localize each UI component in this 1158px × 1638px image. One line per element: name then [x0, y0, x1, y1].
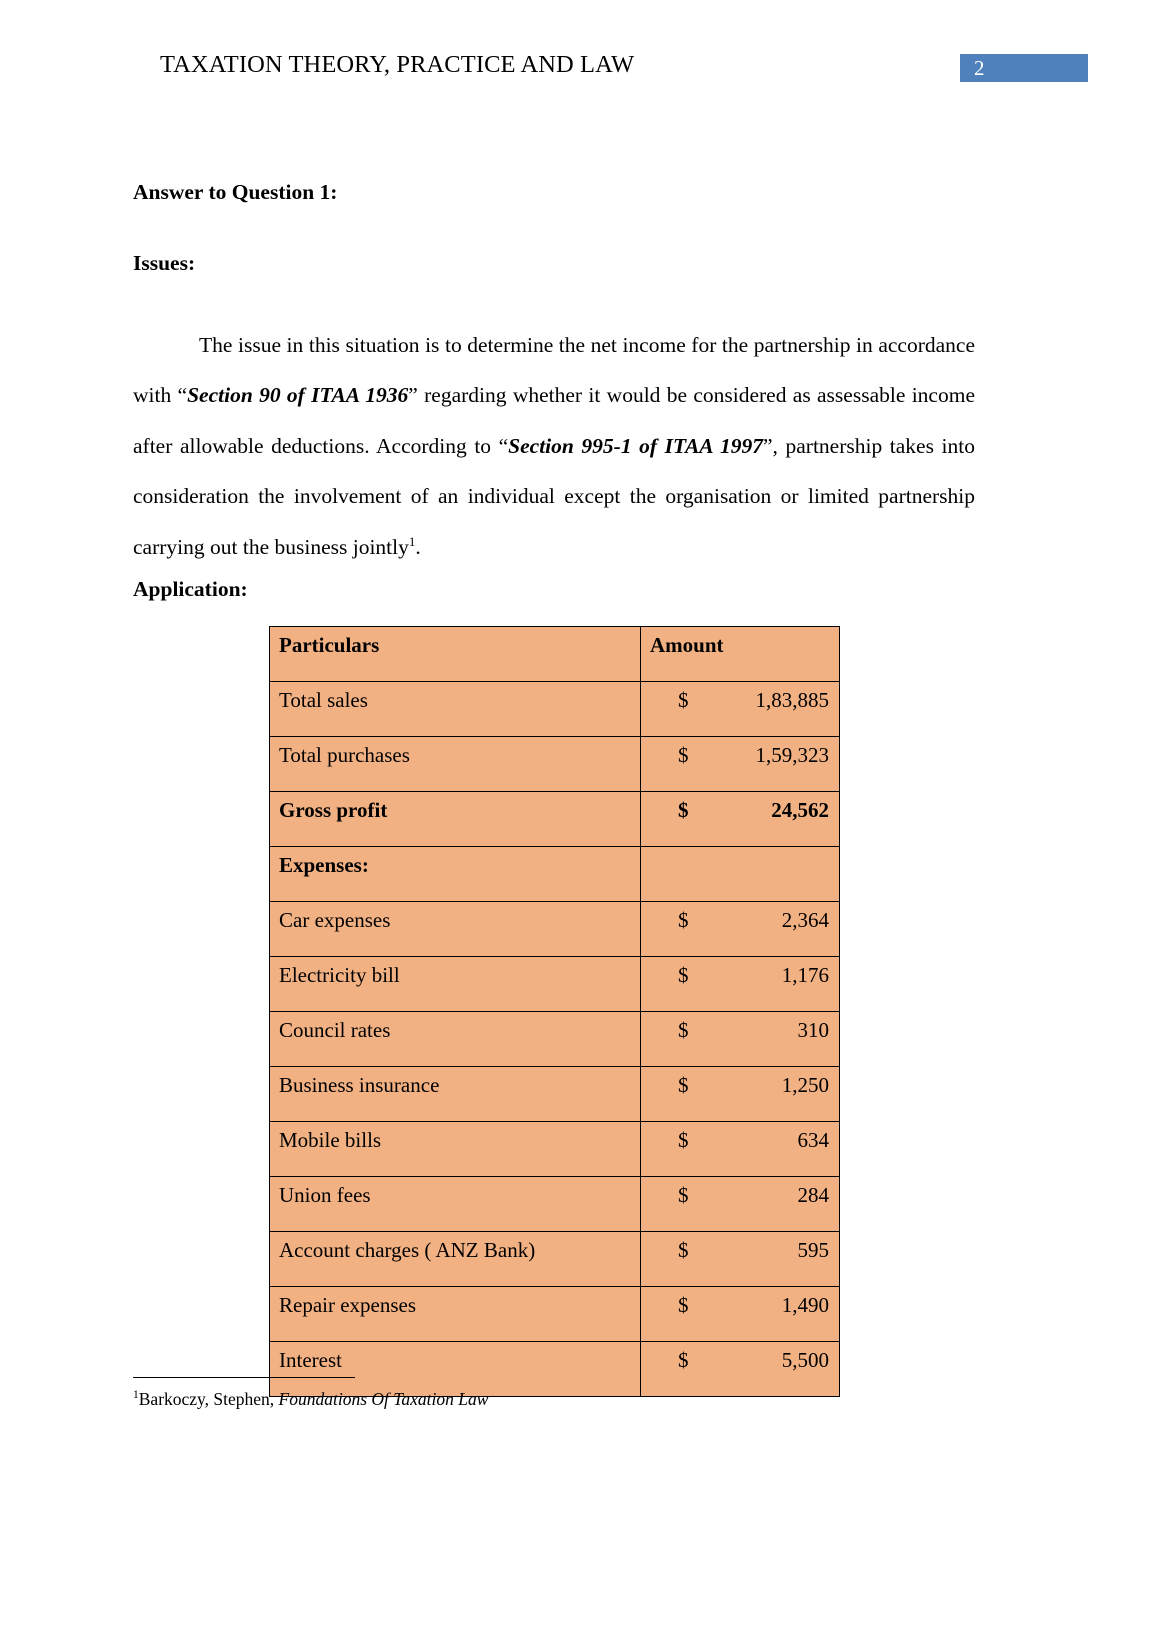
- column-header-amount: Amount: [641, 627, 840, 682]
- amount-value: 1,490: [781, 1293, 829, 1317]
- cell-particulars: Interest: [270, 1342, 641, 1397]
- amount-value: 1,176: [781, 963, 829, 987]
- table-header-row: [270, 627, 840, 682]
- amount-value: 5,500: [781, 1348, 829, 1372]
- page-header: [133, 48, 1088, 82]
- amount-wrapper: [650, 1018, 830, 1043]
- amount-value: 284: [797, 1183, 829, 1207]
- heading-issues: Issues:: [133, 251, 196, 275]
- cell-amount: [641, 1122, 840, 1177]
- amount-value: 1,59,323: [755, 743, 829, 767]
- footnote-title: Foundations Of Taxation Law: [278, 1389, 489, 1409]
- currency-symbol: $: [678, 1073, 689, 1097]
- cell-amount: [641, 847, 840, 902]
- table-row: [270, 1287, 840, 1342]
- amount-wrapper: [650, 1348, 830, 1373]
- issues-paragraph: [133, 320, 975, 573]
- financial-table: [269, 626, 840, 1397]
- cell-amount: [641, 1287, 840, 1342]
- amount-wrapper: [650, 908, 830, 933]
- cell-particulars: Total sales: [270, 682, 641, 737]
- table-row: [270, 682, 840, 737]
- amount-wrapper: [650, 1238, 830, 1263]
- cell-particulars: Electricity bill: [270, 957, 641, 1012]
- citation-section-995-1: Section 995-1 of ITAA 1997: [508, 433, 764, 458]
- paragraph-text-3: ”, partnership takes into consideration the involvement of an individual except the organisation or limited partnership carrying out the business jointly: [133, 433, 975, 559]
- table-row: [270, 847, 840, 902]
- heading-application: Application:: [133, 577, 248, 601]
- footnote: [133, 1387, 975, 1411]
- cell-particulars: Repair expenses: [270, 1287, 641, 1342]
- column-header-particulars: Particulars: [270, 627, 641, 682]
- table-row: [270, 1122, 840, 1177]
- cell-amount: [641, 737, 840, 792]
- cell-particulars: Council rates: [270, 1012, 641, 1067]
- currency-symbol: $: [678, 1238, 689, 1262]
- table-row: [270, 792, 840, 847]
- amount-value: 24,562: [771, 798, 829, 822]
- cell-particulars: Mobile bills: [270, 1122, 641, 1177]
- financial-table-body: [270, 627, 840, 1397]
- cell-amount: [641, 902, 840, 957]
- cell-amount: [641, 682, 840, 737]
- paragraph-text-2: ” regarding whether it would be considered as assessable income after allowable deductions. According to “: [133, 383, 975, 458]
- currency-symbol: $: [678, 908, 689, 932]
- currency-symbol: $: [678, 688, 689, 712]
- currency-symbol: $: [678, 1018, 689, 1042]
- heading-answer-to-question: Answer to Question 1:: [133, 180, 338, 204]
- amount-wrapper: [650, 1183, 830, 1208]
- header-title: TAXATION THEORY, PRACTICE AND LAW: [160, 51, 635, 78]
- cell-particulars: Total purchases: [270, 737, 641, 792]
- cell-particulars: Account charges ( ANZ Bank): [270, 1232, 641, 1287]
- amount-wrapper: [650, 688, 830, 713]
- currency-symbol: $: [678, 963, 689, 987]
- amount-wrapper: [650, 798, 830, 823]
- amount-value: 2,364: [781, 908, 829, 932]
- table-row: [270, 1177, 840, 1232]
- table-row: [270, 902, 840, 957]
- citation-section-90: Section 90 of ITAA 1936: [187, 383, 409, 407]
- table-row: [270, 1012, 840, 1067]
- currency-symbol: $: [678, 1348, 689, 1372]
- cell-amount: [641, 1177, 840, 1232]
- footnote-reference-marker: 1: [408, 533, 416, 549]
- cell-amount: [641, 792, 840, 847]
- cell-amount: [641, 957, 840, 1012]
- amount-wrapper: [650, 1293, 830, 1318]
- page-number-box: [960, 54, 1088, 82]
- cell-amount: [641, 1067, 840, 1122]
- cell-particulars: Expenses:: [270, 847, 641, 902]
- amount-value: 1,83,885: [755, 688, 829, 712]
- currency-symbol: $: [678, 1128, 689, 1152]
- amount-wrapper: [650, 1073, 830, 1098]
- paragraph-text-1: The issue in this situation is to determine the net income for the partnership in accordance with “: [133, 332, 975, 407]
- footnote-separator-rule: [133, 1377, 355, 1378]
- currency-symbol: $: [678, 798, 689, 822]
- table-row: [270, 1232, 840, 1287]
- amount-value: 310: [797, 1018, 829, 1042]
- currency-symbol: $: [678, 1293, 689, 1317]
- amount-wrapper: [650, 1128, 830, 1153]
- cell-amount: [641, 1232, 840, 1287]
- currency-symbol: $: [678, 743, 689, 767]
- currency-symbol: $: [678, 1183, 689, 1207]
- footnote-author: Barkoczy, Stephen,: [138, 1389, 275, 1409]
- amount-wrapper: [650, 963, 830, 988]
- amount-value: 595: [797, 1238, 829, 1262]
- amount-wrapper: [650, 743, 830, 768]
- table-row: [270, 1067, 840, 1122]
- cell-particulars: Car expenses: [270, 902, 641, 957]
- footnote-marker: 1: [133, 1389, 139, 1402]
- cell-particulars: Business insurance: [270, 1067, 641, 1122]
- paragraph-text-4: .: [415, 534, 421, 559]
- table-row: [270, 737, 840, 792]
- table-row: [270, 957, 840, 1012]
- amount-value: 1,250: [781, 1073, 829, 1097]
- cell-amount: [641, 1012, 840, 1067]
- page-number: 2: [974, 56, 985, 80]
- cell-particulars: Union fees: [270, 1177, 641, 1232]
- amount-value: 634: [797, 1128, 829, 1152]
- cell-particulars: Gross profit: [270, 792, 641, 847]
